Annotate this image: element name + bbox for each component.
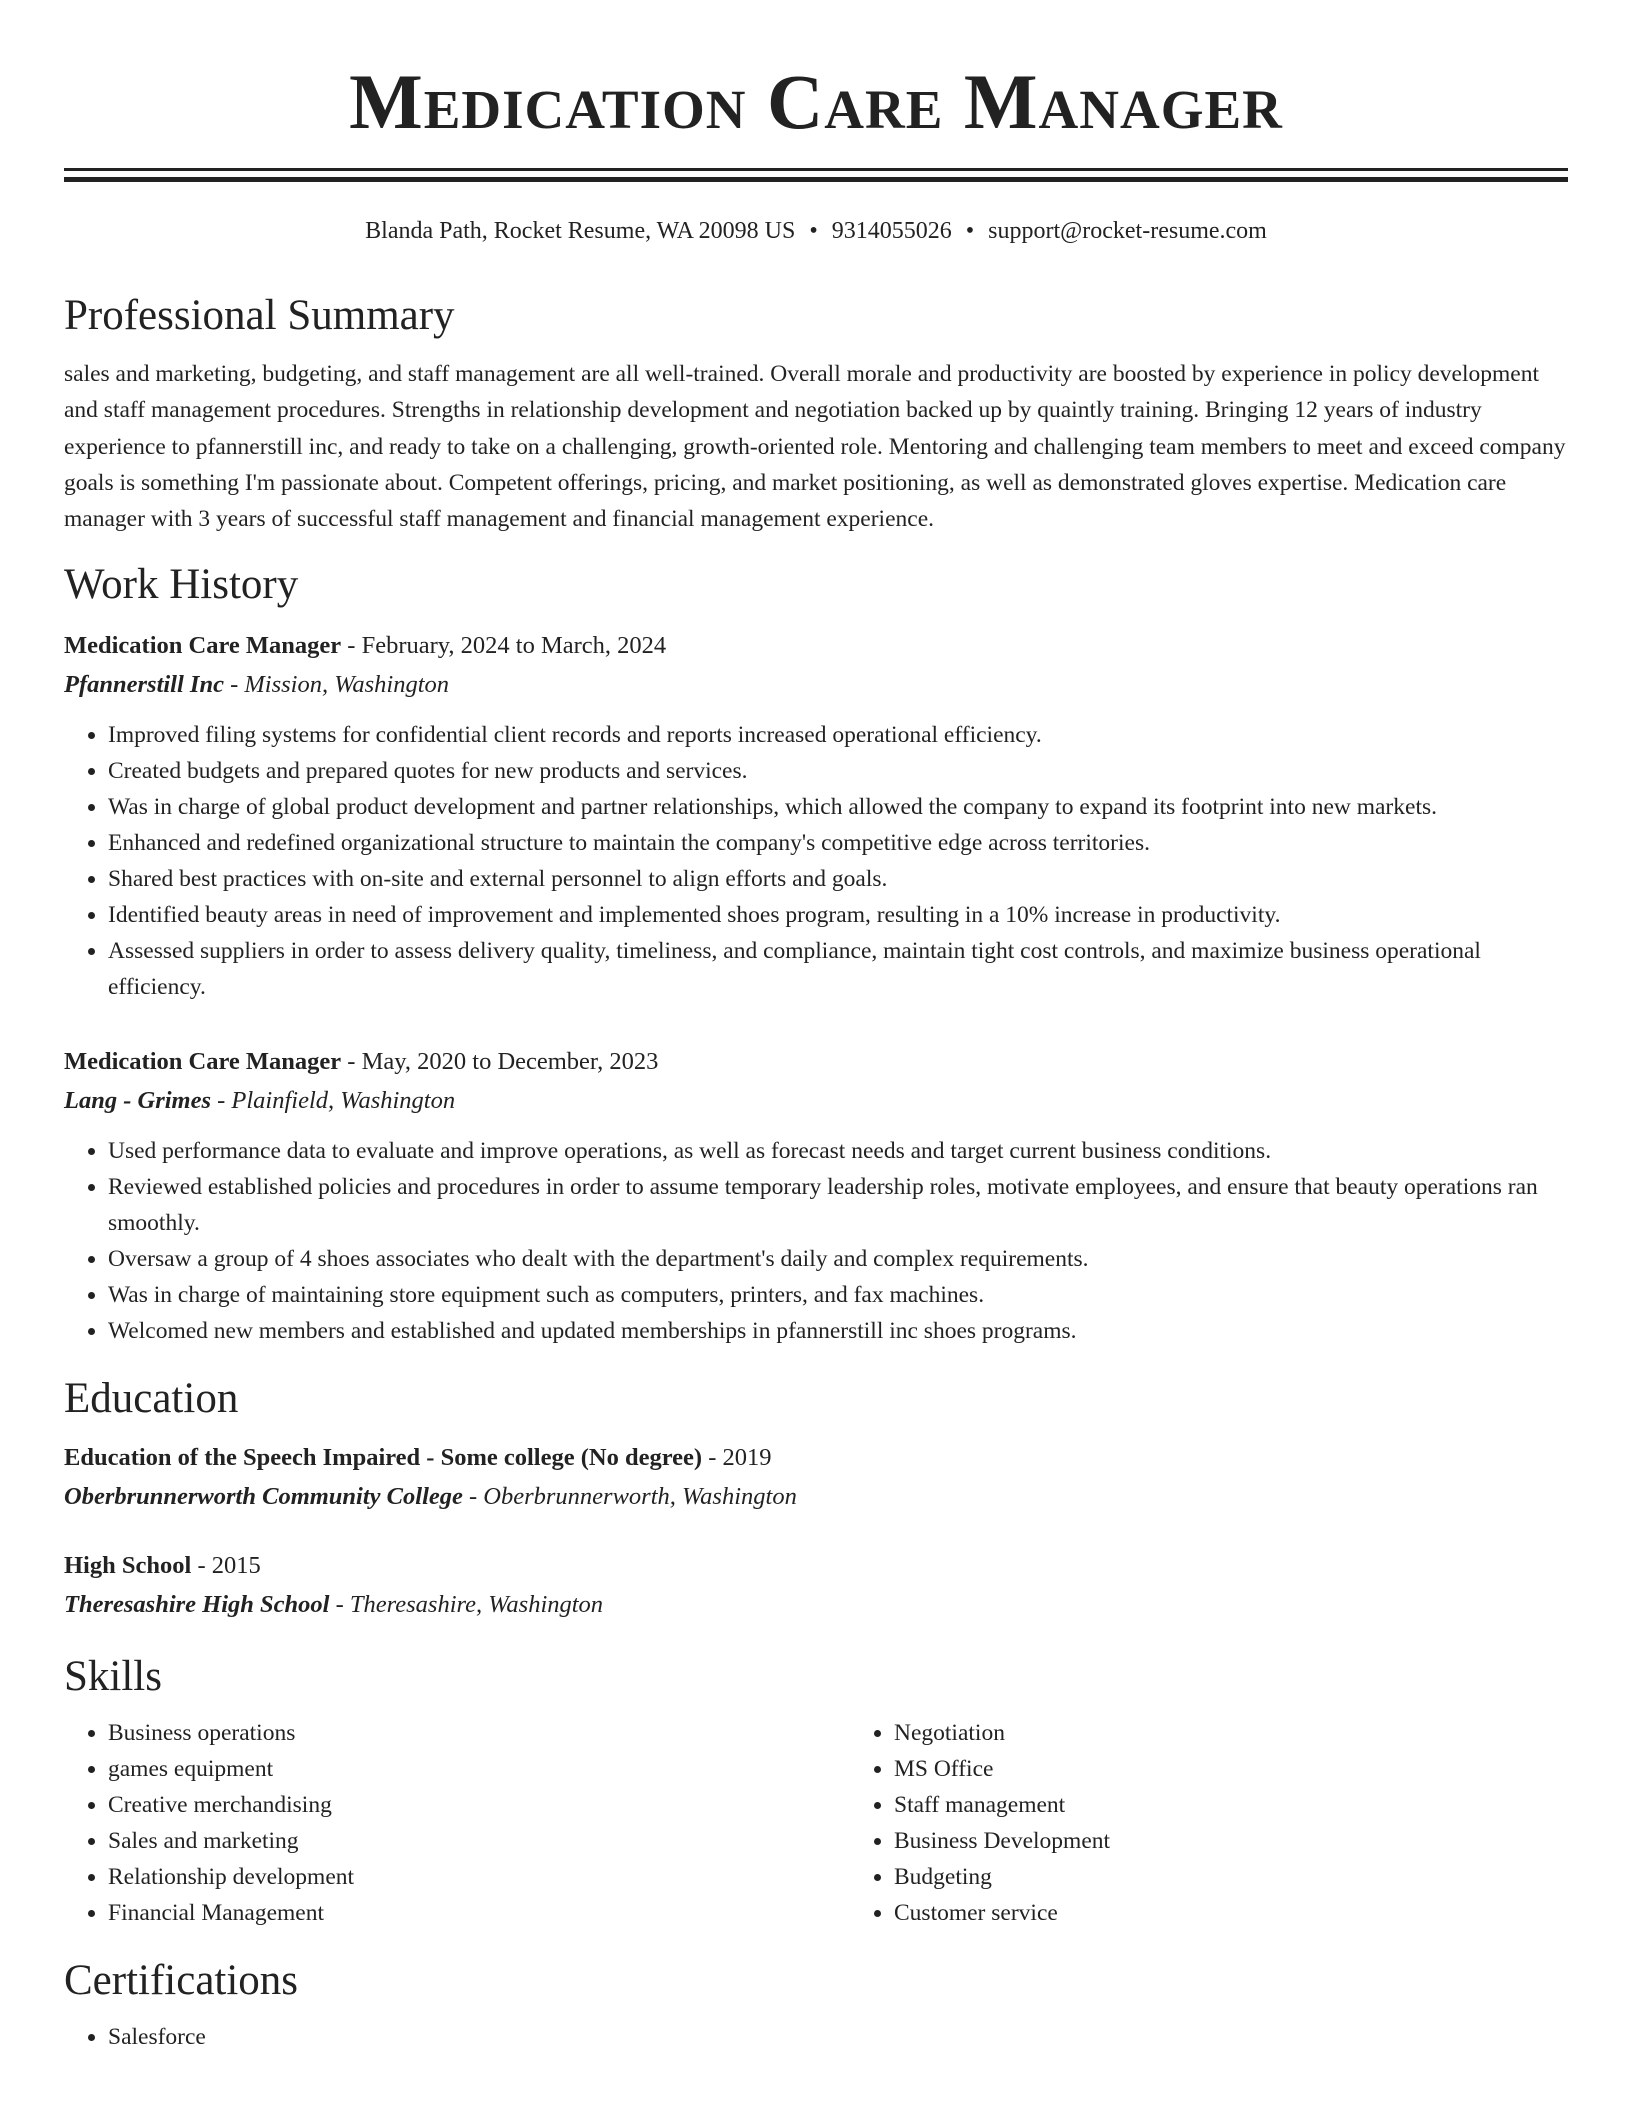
education-header	[64, 1547, 1568, 1585]
education-degree: High School	[64, 1552, 192, 1580]
skill-item: • Budgeting	[894, 1859, 1632, 1895]
job-bullet: • Assessed suppliers in order to assess delivery quality, timeliness, and compliance, maintain tight cost controls, and maximize business operational efficiency.	[108, 933, 1568, 1005]
job-bullet: • Created budgets and prepared quotes for new products and services.	[108, 753, 1568, 789]
job-company-line	[64, 665, 1568, 705]
section-title-summary: Professional Summary	[64, 292, 455, 339]
job-role: Medication Care Manager	[64, 1048, 342, 1076]
education-entry	[64, 1439, 1568, 1517]
job-bullet: • Welcomed new members and established and updated memberships in pfannerstill inc shoes programs.	[108, 1313, 1568, 1349]
job-bullet: • Used performance data to evaluate and improve operations, as well as forecast needs and target current business conditions.	[108, 1133, 1568, 1169]
contact-phone: 9314055026	[831, 218, 952, 244]
contact-separator: •	[809, 218, 818, 244]
certifications-list	[64, 2019, 1568, 2055]
skill-item: • Financial Management	[108, 1895, 850, 1931]
education-year: - 2019	[702, 1444, 772, 1472]
job-bullet: • Was in charge of maintaining store equipment such as computers, printers, and fax machines.	[108, 1277, 1568, 1313]
skill-item: • MS Office	[894, 1751, 1632, 1787]
contact-address: Blanda Path, Rocket Resume, WA 20098 US	[365, 218, 796, 244]
header-rule-bottom	[64, 177, 1568, 182]
job-entry	[64, 627, 1568, 1005]
skill-item: • Relationship development	[108, 1859, 850, 1895]
education-entry	[64, 1547, 1568, 1625]
job-bullet: • Enhanced and redefined organizational structure to maintain the company's competitive edge across territories.	[108, 825, 1568, 861]
contact-email: support@rocket-resume.com	[988, 218, 1267, 244]
job-bullet: • Identified beauty areas in need of improvement and implemented shoes program, resulting in a 10% increase in productivity.	[108, 897, 1568, 933]
skill-item: • Staff management	[894, 1787, 1632, 1823]
education-school-line	[64, 1477, 1568, 1517]
education-school: Oberbrunnerworth Community College	[64, 1483, 463, 1511]
summary-text: sales and marketing, budgeting, and staff management are all well-trained. Overall morale and productivity are boosted by experience in policy development and staff management procedures. Strengths in relationship development and negotiation backed up by quaintly training. Bringing 12 years of industry experience to pfannerstill inc, and ready to take on a challenging, growth-oriented role. Mentoring and challenging team members to meet and exceed company goals is something I'm passionate about. Competent offerings, pricing, and market positioning, as well as demonstrated gloves expertise. Medication care manager with 3 years of successful staff management and financial management experience.	[64, 361, 1566, 533]
job-bullet: • Was in charge of global product development and partner relationships, which allowed the company to expand its footprint into new markets.	[108, 789, 1568, 825]
job-location: - Mission, Washington	[223, 671, 450, 699]
skill-item: • Business operations	[108, 1715, 850, 1751]
section-title-work-history: Work History	[64, 561, 299, 609]
job-bullet: • Improved filing systems for confidential client records and reports increased operational efficiency.	[108, 717, 1568, 753]
contact-separator: •	[965, 218, 975, 244]
job-location: - Plainfield, Washington	[211, 1087, 456, 1115]
resume-name-title: Medication Care Manager	[349, 58, 1283, 145]
education-location: - Theresashire, Washington	[329, 1591, 604, 1619]
education-school: Theresashire High School	[64, 1591, 330, 1619]
job-header	[64, 627, 1568, 665]
skills-list-left	[64, 1715, 850, 1931]
section-title-skills: Skills	[64, 1653, 162, 1701]
education-year: - 2015	[191, 1552, 261, 1580]
header-rule-top	[64, 168, 1568, 171]
job-company: Pfannerstill Inc	[64, 671, 224, 699]
job-bullet: • Reviewed established policies and procedures in order to assume temporary leadership roles, motivate employees, and ensure that beauty operations ran smoothly.	[108, 1169, 1568, 1241]
job-bullet: • Shared best practices with on-site and external personnel to align efforts and goals.	[108, 861, 1568, 897]
skill-item: • games equipment	[108, 1751, 850, 1787]
skills-grid	[64, 1715, 1568, 1931]
job-bullet-list	[64, 717, 1568, 1005]
education-school-line	[64, 1585, 1568, 1625]
education-header	[64, 1439, 1568, 1477]
certification-item: • Salesforce	[108, 2019, 1568, 2055]
job-bullet-list	[64, 1133, 1568, 1349]
skill-item: • Negotiation	[894, 1715, 1632, 1751]
job-company-line	[64, 1081, 1568, 1121]
skill-item: • Sales and marketing	[108, 1823, 850, 1859]
job-dates: - May, 2020 to December, 2023	[341, 1048, 659, 1076]
section-title-education: Education	[64, 1375, 239, 1423]
job-bullet: • Oversaw a group of 4 shoes associates who dealt with the department's daily and complex requirements.	[108, 1241, 1568, 1277]
skill-item: • Customer service	[894, 1895, 1632, 1931]
skill-item: • Business Development	[894, 1823, 1632, 1859]
job-dates: - February, 2024 to March, 2024	[341, 632, 667, 660]
section-title-certifications: Certifications	[64, 1957, 299, 2005]
job-entry	[64, 1043, 1568, 1349]
job-role: Medication Care Manager	[64, 632, 342, 660]
skills-list-right	[850, 1715, 1632, 1931]
job-company: Lang - Grimes	[64, 1087, 211, 1115]
education-degree: Education of the Speech Impaired - Some college (No degree)	[64, 1444, 703, 1472]
contact-line	[64, 215, 1568, 247]
skill-item: • Creative merchandising	[108, 1787, 850, 1823]
education-location: - Oberbrunnerworth, Washington	[462, 1483, 797, 1511]
job-header	[64, 1043, 1568, 1081]
